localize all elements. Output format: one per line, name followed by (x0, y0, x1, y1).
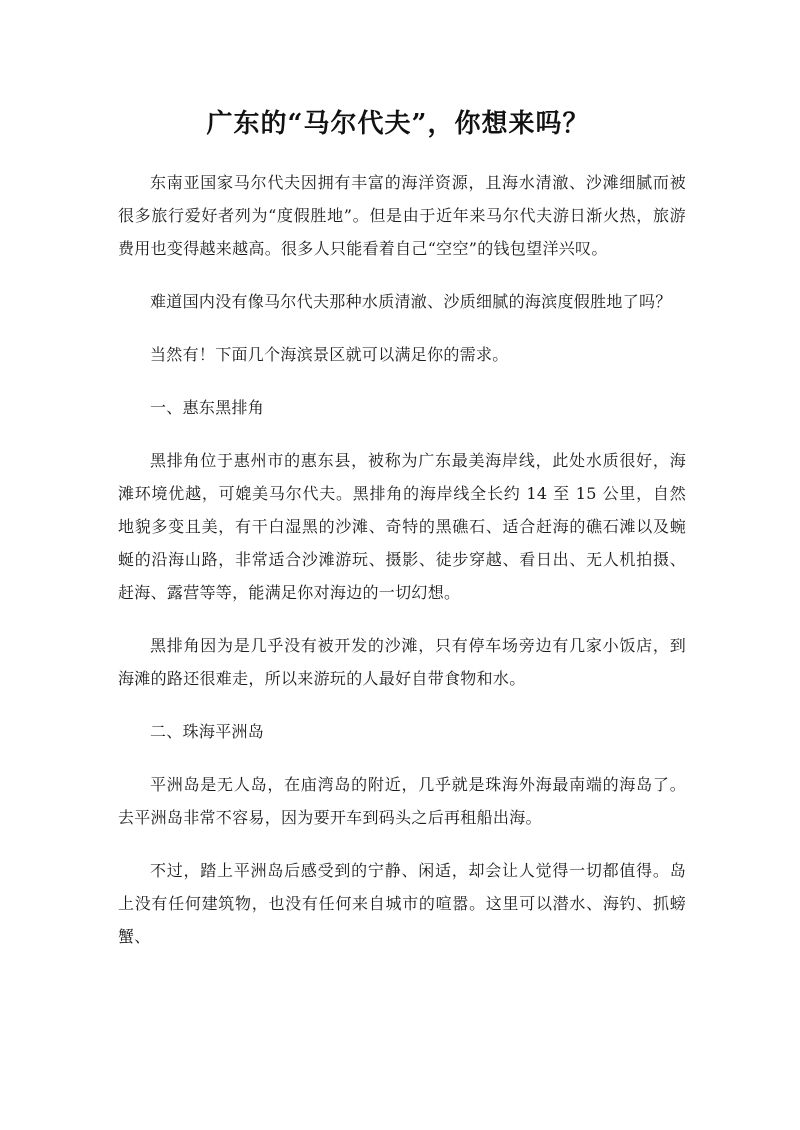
answer-paragraph: 当然有！下面几个海滨景区就可以满足你的需求。 (150, 345, 509, 364)
spacer (118, 748, 686, 768)
spacer (118, 834, 686, 854)
spacer (118, 371, 686, 391)
spacer (118, 695, 686, 715)
question-paragraph: 难道国内没有像马尔代夫那种水质清澈、沙质细腻的海滨度假胜地了吗？ (150, 292, 672, 311)
spacer (118, 318, 686, 338)
section-heading-heipaijiao: 一、惠东黑排角 (150, 398, 265, 417)
pingzhou-paragraph-2: 不过，踏上平洲岛后感受到的宁静、闲适，却会让人觉得一切都值得。岛上没有任何建筑物，也没有任何来自城市的喧嚣。这里可以潜水、海钓、抓螃蟹、 (118, 861, 686, 946)
intro-paragraph: 东南亚国家马尔代夫因拥有丰富的海洋资源，且海水清澈、沙滩细腻而被很多旅行爱好者列为“度假胜地”。但是由于近年来马尔代夫游日渐火热，旅游费用也变得越来越高。很多人只能看着自己“空空”的钱包望洋兴叹。 (118, 173, 686, 258)
document-title: 广东的“马尔代夫”，你想来吗？ (206, 109, 590, 139)
heipaijiao-paragraph-2: 黑排角因为是几乎没有被开发的沙滩，只有停车场旁边有几家小饭店，到海滩的路还很难走，所以来游玩的人最好自带食物和水。 (118, 636, 686, 688)
section-heading-pingzhou: 二、珠海平洲岛 (150, 722, 265, 741)
spacer (118, 146, 686, 166)
spacer (118, 424, 686, 444)
heipaijiao-paragraph-1: 黑排角位于惠州市的惠东县，被称为广东最美海岸线，此处水质很好，海滩环境优越，可媲美马尔代夫。黑排角的海岸线全长约 14 至 15 公里，自然地貌多变且美，有干白湿黑的沙滩、奇特的黑礁石、适合赶海的礁石滩以及蜿蜒的沿海山路，非常适合沙滩游玩、摄影、徒步穿越、看日出、无人机拍摄、赶海、露营等等，能满足你对海边的一切幻想。 (118, 451, 686, 602)
spacer (118, 265, 686, 285)
pingzhou-paragraph-1: 平洲岛是无人岛，在庙湾岛的附近，几乎就是珠海外海最南端的海岛了。去平洲岛非常不容易，因为要开车到码头之后再租船出海。 (118, 775, 686, 827)
spacer (118, 609, 686, 629)
